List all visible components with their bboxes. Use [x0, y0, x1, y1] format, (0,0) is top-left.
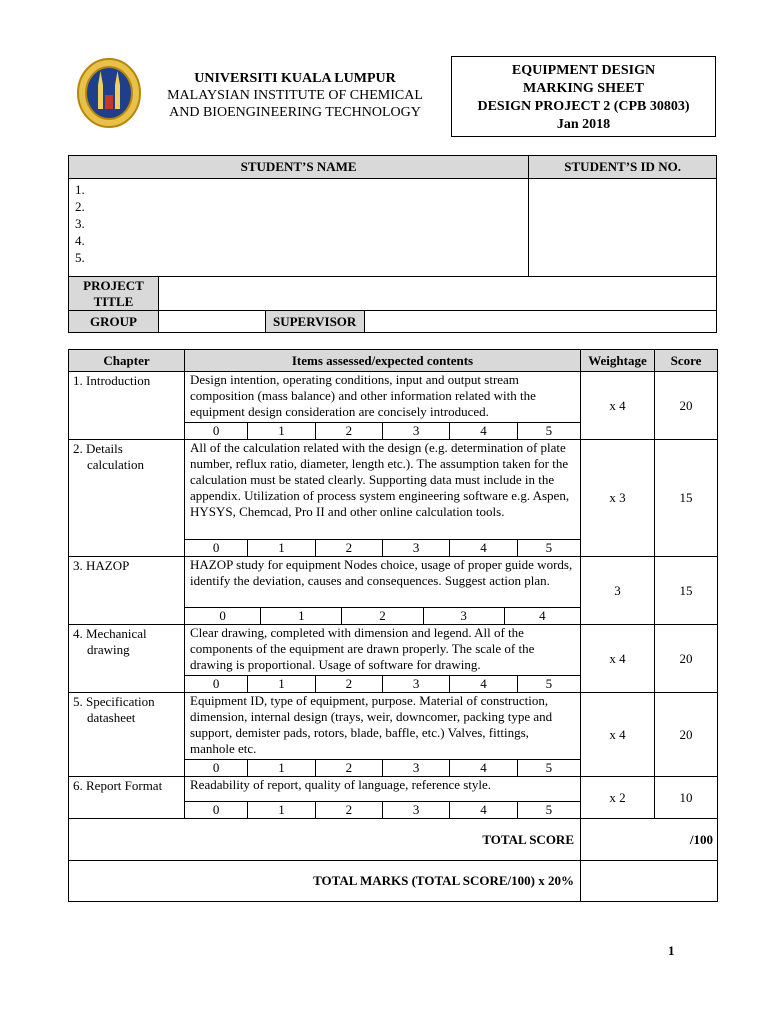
- total-marks-label: TOTAL MARKS (TOTAL SCORE/100) x 20%: [69, 861, 581, 902]
- student-ids-cell[interactable]: [529, 179, 717, 277]
- chapter-name: 4. Mechanical: [73, 626, 147, 641]
- scale-option[interactable]: 1: [248, 760, 315, 777]
- chapter-cell: [69, 557, 185, 625]
- scale-option[interactable]: 3: [382, 760, 449, 777]
- items-cell: [185, 693, 581, 777]
- scale-option[interactable]: 3: [382, 540, 449, 557]
- student-number-5: 5.: [75, 250, 85, 265]
- scale-option[interactable]: 3: [423, 608, 504, 625]
- items-cell: [185, 440, 581, 557]
- student-number-4: 4.: [75, 233, 85, 248]
- rubric-row-hazop: [69, 557, 718, 625]
- weightage-value: x 4: [581, 372, 655, 440]
- marking-rubric-table: [68, 349, 718, 902]
- weightage-header: Weightage: [581, 350, 655, 372]
- scale-option[interactable]: 4: [450, 802, 517, 819]
- scale-option[interactable]: 1: [248, 802, 315, 819]
- chapter-name: 2. Details: [73, 441, 123, 456]
- supervisor-label: SUPERVISOR: [265, 311, 364, 333]
- chapter-header: Chapter: [69, 350, 185, 372]
- institute-line-2: AND BIOENGINEERING TECHNOLOGY: [169, 105, 421, 120]
- scale-option[interactable]: 2: [315, 423, 382, 440]
- student-number-1: 1.: [75, 182, 85, 197]
- rubric-row-report-format: [69, 777, 718, 819]
- page-number: 1: [668, 943, 675, 958]
- student-info-table: [68, 155, 717, 333]
- chapter-cell: [69, 440, 185, 557]
- scale-option[interactable]: 2: [342, 608, 423, 625]
- scale-option[interactable]: 2: [315, 540, 382, 557]
- title-line-1: EQUIPMENT DESIGN: [511, 63, 656, 78]
- scale-option[interactable]: 3: [382, 423, 449, 440]
- project-title-label: PROJECT TITLE: [69, 277, 159, 311]
- scale-option[interactable]: 4: [450, 423, 517, 440]
- scale-option[interactable]: 0: [185, 540, 248, 557]
- score-header: Score: [655, 350, 718, 372]
- total-marks-row: [69, 861, 718, 902]
- group-field[interactable]: [158, 311, 265, 333]
- chapter-cell: [69, 625, 185, 693]
- item-description: Equipment ID, type of equipment, purpose. Material of construction, dimension, internal design (trays, weir, downcomer, packing type and support, demister pads, rotors, blade, baffle, etc.) Valves, fittings, manhole etc.: [190, 693, 553, 756]
- scale-option[interactable]: 0: [185, 676, 248, 693]
- score-scale: [185, 539, 580, 556]
- score-scale: [185, 607, 580, 624]
- item-description: All of the calculation related with the design (e.g. determination of plate number, reflux ratio, diameter, length etc.). The assumption taken for the calculation must be stated clearly. Supporting data must include in the appendix. Utilization of process system engineering software e.g. Aspen, HYSYS, Chemcad, Pro II and other online calculation tools.: [190, 440, 570, 519]
- scale-option[interactable]: 5: [517, 676, 580, 693]
- document-title-box: [451, 56, 716, 137]
- scale-option[interactable]: 1: [261, 608, 342, 625]
- university-logo: [76, 57, 142, 129]
- scale-option[interactable]: 4: [450, 540, 517, 557]
- scale-option[interactable]: 5: [517, 540, 580, 557]
- score-scale: [185, 759, 580, 776]
- score-scale: [185, 422, 580, 439]
- total-score-value[interactable]: /100: [581, 819, 718, 861]
- scale-option[interactable]: 3: [382, 802, 449, 819]
- chapter-name-cont: drawing: [87, 642, 130, 657]
- institution-heading: [150, 70, 440, 121]
- rubric-row-details-calculation: [69, 440, 718, 557]
- items-header: Items assessed/expected contents: [185, 350, 581, 372]
- scale-option[interactable]: 0: [185, 608, 261, 625]
- chapter-cell: [69, 777, 185, 819]
- item-description: Clear drawing, completed with dimension and legend. All of the components of the equipment are drawn properly. The scale of the drawing is proportional. Usage of software for drawing.: [190, 625, 535, 672]
- rubric-row-introduction: [69, 372, 718, 440]
- weightage-value: x 4: [581, 693, 655, 777]
- student-number-2: 2.: [75, 199, 85, 214]
- items-cell: [185, 372, 581, 440]
- weightage-value: x 3: [581, 440, 655, 557]
- student-number-3: 3.: [75, 216, 85, 231]
- chapter-name: 5. Specification: [73, 694, 155, 709]
- score-value: 20: [655, 625, 718, 693]
- chapter-name: 6. Report Format: [73, 778, 163, 793]
- group-label: GROUP: [69, 311, 159, 333]
- chapter-cell: [69, 693, 185, 777]
- title-line-3: DESIGN PROJECT 2 (CPB 30803): [477, 99, 690, 114]
- item-description: Readability of report, quality of language, reference style.: [190, 777, 492, 792]
- score-value: 15: [655, 557, 718, 625]
- university-name: UNIVERSITI KUALA LUMPUR: [194, 71, 396, 86]
- items-cell: [185, 625, 581, 693]
- rubric-row-specification-datasheet: [69, 693, 718, 777]
- weightage-value: x 2: [581, 777, 655, 819]
- score-scale: [185, 801, 580, 818]
- institute-line-1: MALAYSIAN INSTITUTE OF CHEMICAL: [167, 88, 423, 103]
- supervisor-field[interactable]: [364, 311, 716, 333]
- scale-option[interactable]: 4: [450, 676, 517, 693]
- score-scale: [185, 675, 580, 692]
- title-line-4: Jan 2018: [556, 117, 611, 132]
- scale-option[interactable]: 4: [504, 608, 580, 625]
- total-score-label: TOTAL SCORE: [69, 819, 581, 861]
- scale-option[interactable]: 1: [248, 540, 315, 557]
- score-value: 20: [655, 693, 718, 777]
- score-value: 10: [655, 777, 718, 819]
- item-description: Design intention, operating conditions, input and output stream composition (mass balance) and other information related with the equipment design consideration are concisely introduced.: [190, 372, 536, 419]
- item-description: HAZOP study for equipment Nodes choice, usage of proper guide words, identify the deviation, causes and consequences. Suggest action plan.: [190, 557, 573, 588]
- weightage-value: 3: [581, 557, 655, 625]
- student-name-header: STUDENT’S NAME: [69, 156, 529, 179]
- total-score-row: [69, 819, 718, 861]
- scale-option[interactable]: 1: [248, 676, 315, 693]
- scale-option[interactable]: 5: [517, 760, 580, 777]
- scale-option[interactable]: 2: [315, 802, 382, 819]
- chapter-name-cont: calculation: [87, 457, 145, 472]
- score-value: 15: [655, 440, 718, 557]
- scale-option[interactable]: 0: [185, 760, 248, 777]
- chapter-cell: [69, 372, 185, 440]
- score-value: 20: [655, 372, 718, 440]
- chapter-name: 3. HAZOP: [73, 558, 130, 573]
- scale-option[interactable]: 5: [517, 802, 580, 819]
- total-marks-value[interactable]: [581, 861, 718, 902]
- chapter-name: 1. Introduction: [73, 373, 151, 388]
- scale-option[interactable]: 4: [450, 760, 517, 777]
- title-line-2: MARKING SHEET: [523, 81, 644, 96]
- items-cell: [185, 777, 581, 819]
- chapter-name-cont: datasheet: [87, 710, 136, 725]
- weightage-value: x 4: [581, 625, 655, 693]
- project-title-field[interactable]: [158, 277, 716, 311]
- items-cell: [185, 557, 581, 625]
- scale-option[interactable]: 2: [315, 676, 382, 693]
- scale-option[interactable]: 5: [517, 423, 580, 440]
- scale-option[interactable]: 3: [382, 676, 449, 693]
- scale-option[interactable]: 0: [185, 802, 248, 819]
- scale-option[interactable]: 1: [248, 423, 315, 440]
- student-id-header: STUDENT’S ID NO.: [529, 156, 717, 179]
- scale-option[interactable]: 0: [185, 423, 248, 440]
- student-names-cell[interactable]: [69, 179, 529, 277]
- rubric-row-mechanical-drawing: [69, 625, 718, 693]
- scale-option[interactable]: 2: [315, 760, 382, 777]
